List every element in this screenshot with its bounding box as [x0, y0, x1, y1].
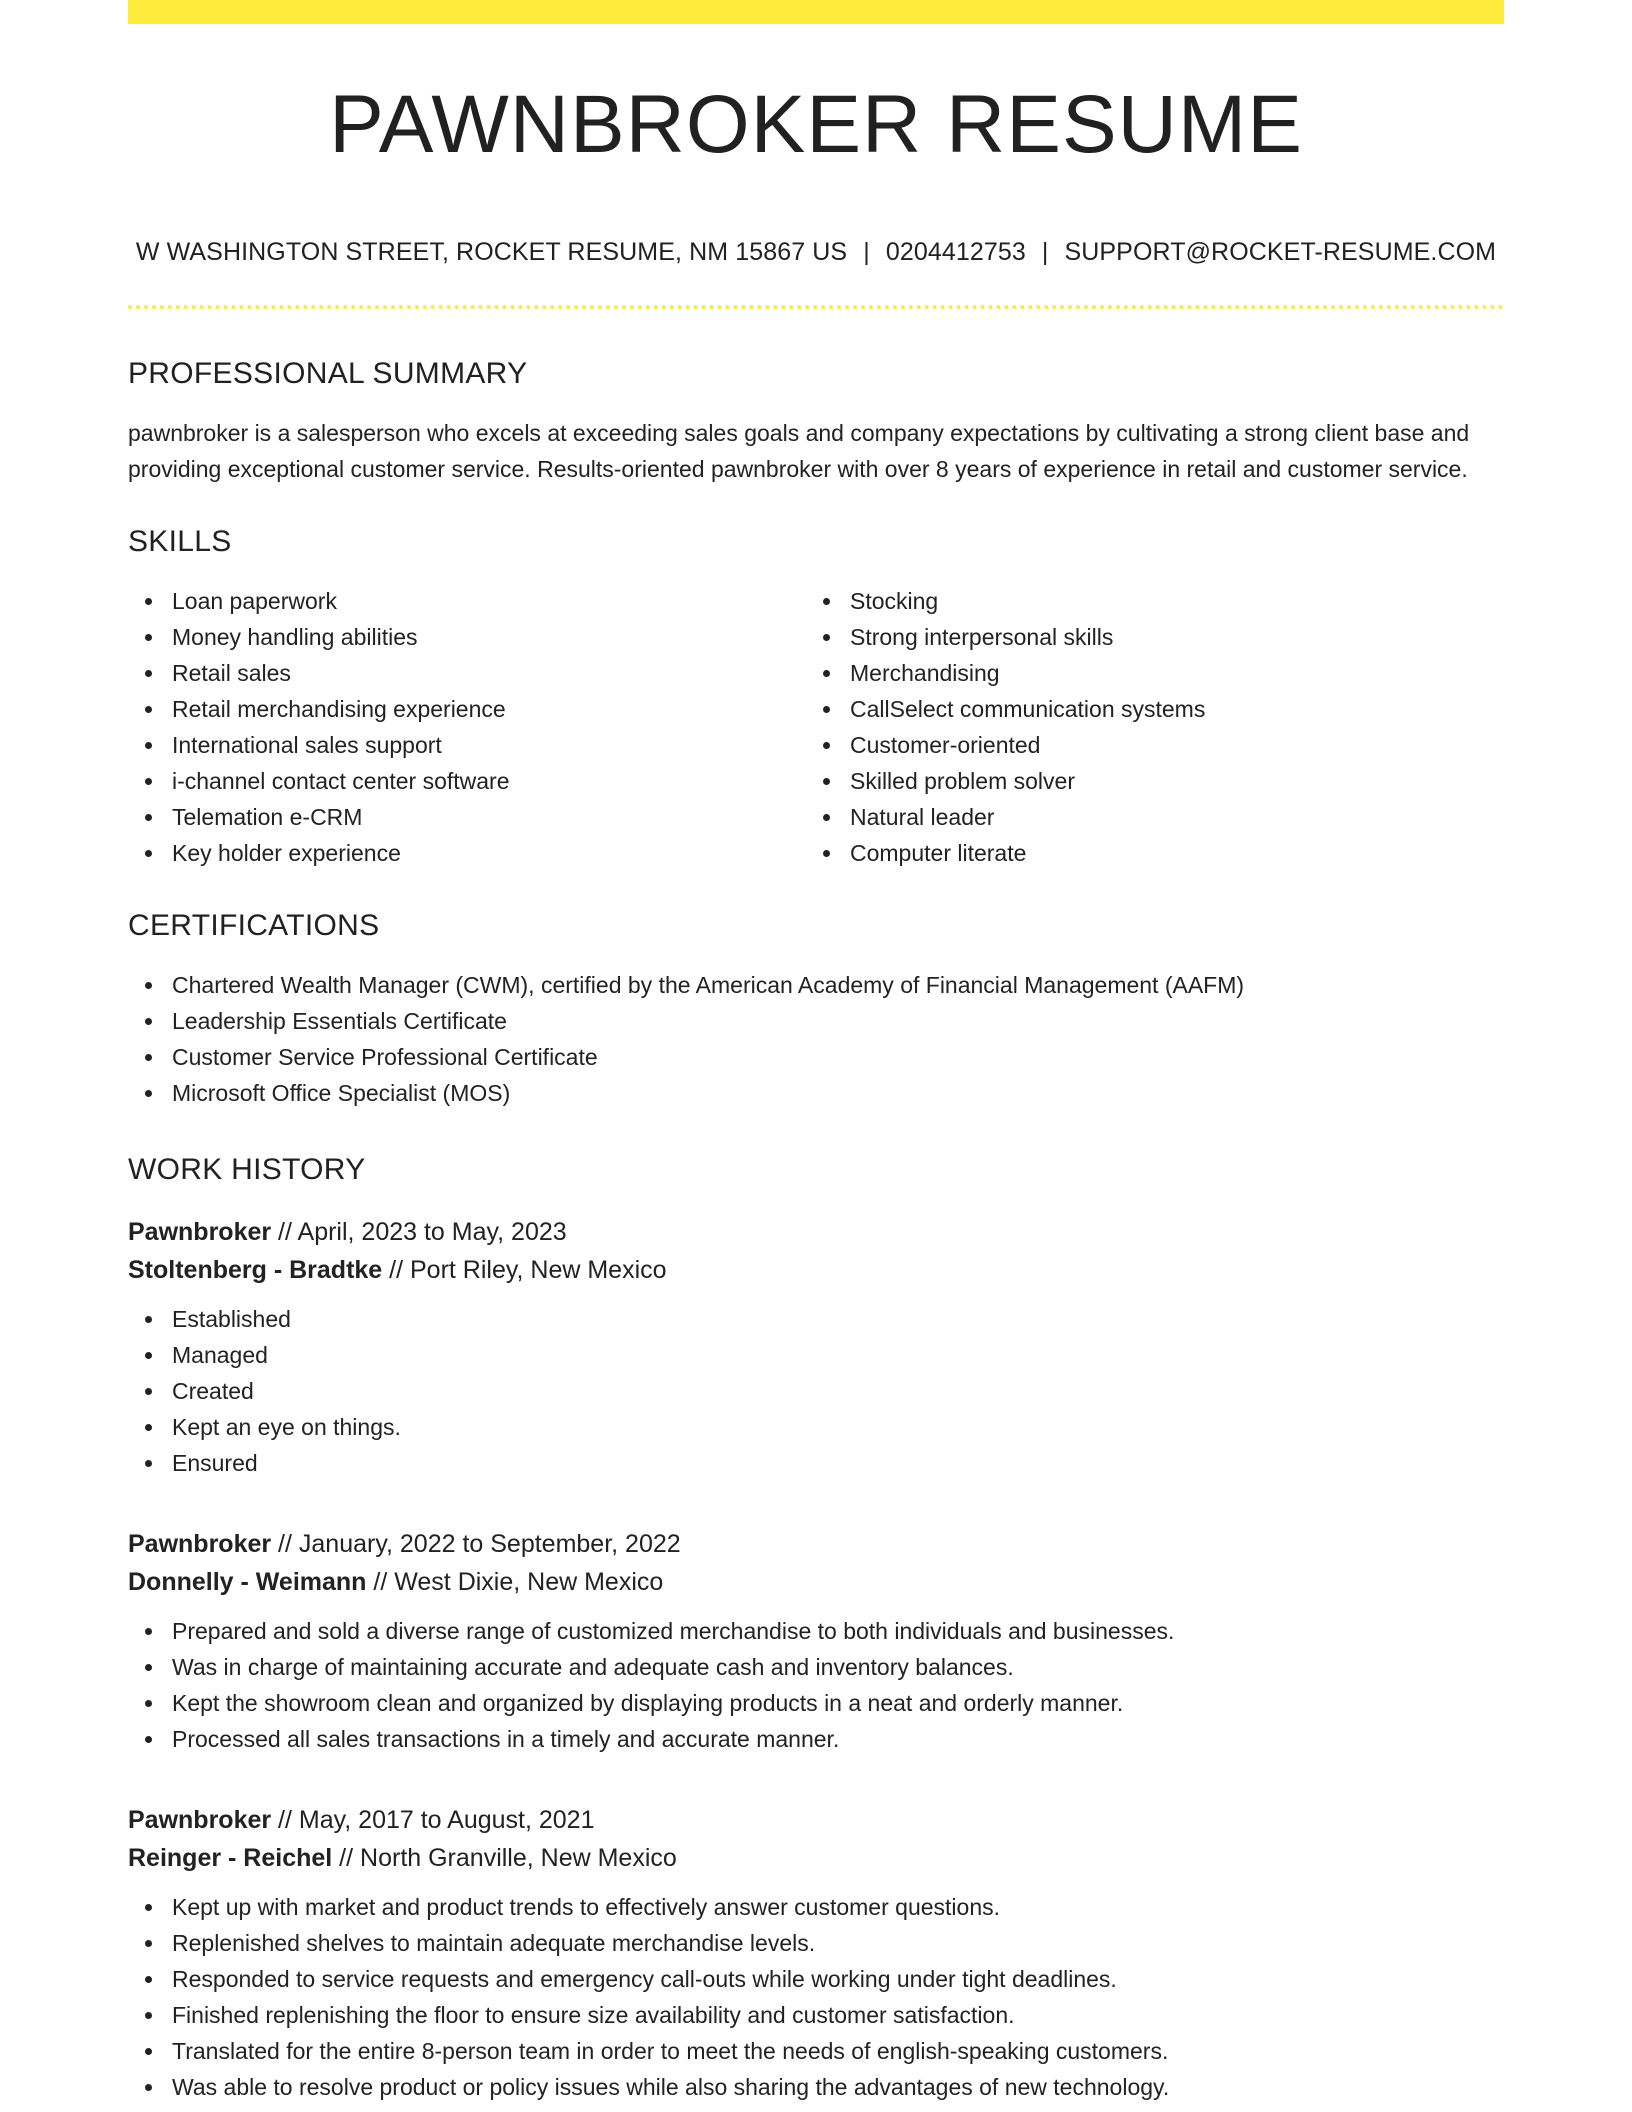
skill-item: Retail merchandising experience — [128, 691, 806, 727]
skills-list-right — [806, 583, 1484, 871]
skill-item: Key holder experience — [128, 835, 806, 871]
certifications-list — [128, 967, 1504, 1111]
job-company-line — [128, 1251, 1504, 1289]
work-history-heading: WORK HISTORY — [128, 1153, 366, 1186]
job-bullets — [128, 1613, 1504, 1757]
job-title: Pawnbroker — [128, 1530, 272, 1558]
job-bullets — [128, 1889, 1504, 2105]
skill-item: Computer literate — [806, 835, 1484, 871]
job-bullet: Responded to service requests and emergency call-outs while working under tight deadlines. — [128, 1961, 1504, 1997]
job-location: North Granville, New Mexico — [360, 1844, 677, 1872]
contact-email: SUPPORT@ROCKET-RESUME.COM — [1064, 238, 1497, 266]
certification-item: Microsoft Office Specialist (MOS) — [128, 1075, 1504, 1111]
job-bullets — [128, 1301, 1504, 1481]
job-bullet: Managed — [128, 1337, 1504, 1373]
skill-item: i-channel contact center software — [128, 763, 806, 799]
certification-item: Customer Service Professional Certificate — [128, 1039, 1504, 1075]
job-title-line — [128, 1801, 1504, 1839]
skill-item: Merchandising — [806, 655, 1484, 691]
job-bullet: Was able to resolve product or policy issues while also sharing the advantages of new technology. — [128, 2069, 1504, 2105]
header-divider — [128, 305, 1504, 309]
job-bullet: Replenished shelves to maintain adequate merchandise levels. — [128, 1925, 1504, 1961]
job-bullet: Kept up with market and product trends to effectively answer customer questions. — [128, 1889, 1504, 1925]
job-entry — [128, 1213, 1504, 1481]
skill-item: Customer-oriented — [806, 727, 1484, 763]
job-bullet: Established — [128, 1301, 1504, 1337]
resume-title: PAWNBROKER RESUME — [329, 79, 1303, 170]
date-separator: // — [271, 1218, 298, 1246]
job-dates: January, 2022 to September, 2022 — [298, 1530, 681, 1558]
contact-separator: | — [1041, 238, 1049, 266]
skill-item: Stocking — [806, 583, 1484, 619]
skill-item: Money handling abilities — [128, 619, 806, 655]
summary-text: pawnbroker is a salesperson who excels at exceeding sales goals and company expectations by cultivating a strong client base and providing exceptional customer service. Results-oriented pawnbroker with over 8 years of experience in retail and customer service. — [128, 420, 1470, 482]
job-bullet: Kept an eye on things. — [128, 1409, 1504, 1445]
job-bullet: Processed all sales transactions in a timely and accurate manner. — [128, 1721, 1504, 1757]
skill-item: Strong interpersonal skills — [806, 619, 1484, 655]
date-separator: // — [271, 1530, 299, 1558]
job-location: Port Riley, New Mexico — [410, 1256, 667, 1284]
skill-item: Natural leader — [806, 799, 1484, 835]
summary-heading: PROFESSIONAL SUMMARY — [128, 357, 528, 390]
job-bullet: Kept the showroom clean and organized by displaying products in a neat and orderly manner. — [128, 1685, 1504, 1721]
job-title-line — [128, 1525, 1504, 1563]
job-title: Pawnbroker — [128, 1218, 272, 1246]
resume-page — [128, 0, 1504, 2105]
location-separator: // — [366, 1568, 395, 1596]
top-accent-bar — [128, 0, 1504, 24]
skill-item: CallSelect communication systems — [806, 691, 1484, 727]
job-entry — [128, 1801, 1504, 2105]
skill-item: Telemation e-CRM — [128, 799, 806, 835]
contact-address: W WASHINGTON STREET, ROCKET RESUME, NM 15867 US — [135, 238, 848, 266]
job-company: Stoltenberg - Bradtke — [128, 1256, 383, 1284]
skill-item: Retail sales — [128, 655, 806, 691]
skill-item: Skilled problem solver — [806, 763, 1484, 799]
location-separator: // — [382, 1256, 410, 1284]
job-dates: May, 2017 to August, 2021 — [298, 1806, 595, 1834]
job-company-line — [128, 1839, 1504, 1877]
job-bullet: Finished replenishing the floor to ensure size availability and customer satisfaction. — [128, 1997, 1504, 2033]
contact-separator: | — [863, 238, 870, 266]
skills-heading: SKILLS — [128, 525, 232, 558]
job-bullet: Translated for the entire 8-person team in order to meet the needs of english-speaking customers. — [128, 2033, 1504, 2069]
skills-list-left — [128, 583, 806, 871]
certification-item: Leadership Essentials Certificate — [128, 1003, 1504, 1039]
skills-grid — [128, 583, 1504, 871]
job-company-line — [128, 1563, 1504, 1601]
job-entry — [128, 1525, 1504, 1757]
job-title-line — [128, 1213, 1504, 1251]
job-title: Pawnbroker — [128, 1806, 272, 1834]
job-bullet: Was in charge of maintaining accurate and adequate cash and inventory balances. — [128, 1649, 1504, 1685]
job-dates: April, 2023 to May, 2023 — [297, 1218, 567, 1246]
certification-item: Chartered Wealth Manager (CWM), certified by the American Academy of Financial Management (AAFM) — [128, 967, 1504, 1003]
contact-line — [128, 238, 1504, 267]
job-bullet: Created — [128, 1373, 1504, 1409]
job-location: West Dixie, New Mexico — [394, 1568, 664, 1596]
certifications-heading: CERTIFICATIONS — [128, 909, 380, 942]
location-separator: // — [332, 1844, 361, 1872]
contact-phone: 0204412753 — [885, 238, 1026, 266]
skill-item: International sales support — [128, 727, 806, 763]
job-bullet: Prepared and sold a diverse range of customized merchandise to both individuals and businesses. — [128, 1613, 1504, 1649]
skill-item: Loan paperwork — [128, 583, 806, 619]
job-company: Donnelly - Weimann — [128, 1568, 367, 1596]
date-separator: // — [271, 1806, 299, 1834]
job-bullet: Ensured — [128, 1445, 1504, 1481]
job-company: Reinger - Reichel — [128, 1844, 333, 1872]
